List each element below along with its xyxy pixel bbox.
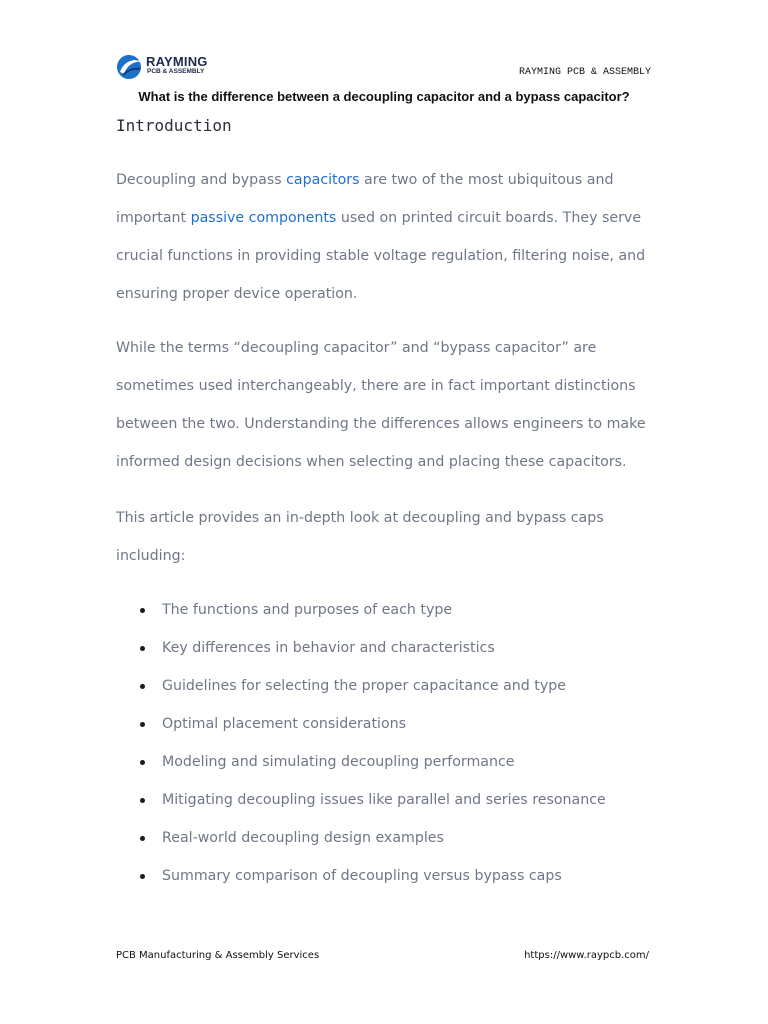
link-passive-components[interactable]: passive components xyxy=(190,210,337,226)
paragraph-intro xyxy=(116,161,661,313)
list-item-text: Real-world decoupling design examples xyxy=(162,830,444,846)
footer-url[interactable]: https://www.raypcb.com/ xyxy=(524,950,649,961)
paragraph-text: used on printed circuit boards. They serve crucial functions in providing stable voltage regulation, filtering noise, and ensuring proper device operation. xyxy=(116,210,646,302)
list-item xyxy=(116,629,661,667)
list-item xyxy=(116,705,661,743)
paragraph-text: are two of the most ubiquitous and important xyxy=(116,172,614,226)
bullet-icon xyxy=(140,836,145,841)
paragraph-distinctions: While the terms “decoupling capacitor” and “bypass capacitor” are sometimes used interchangeably, there are in fact important distinctions between the two. Understanding the differences allows engineers to make informed design decisions when selecting and placing these capacitors. xyxy=(116,340,646,470)
bullet-icon xyxy=(140,722,145,727)
logo-swirl-icon xyxy=(114,52,144,82)
paragraph-text: Decoupling and bypass xyxy=(116,172,287,188)
header-company: RAYMING PCB & ASSEMBLY xyxy=(518,67,651,78)
company-logo xyxy=(114,52,224,82)
bullet-icon xyxy=(140,760,145,765)
list-item xyxy=(116,667,661,705)
bullet-icon xyxy=(140,874,145,879)
section-heading-introduction: Introduction xyxy=(116,116,232,135)
link-capacitors[interactable]: capacitors xyxy=(286,172,360,188)
bullet-icon xyxy=(140,798,145,803)
list-item xyxy=(116,591,661,629)
logo-tagline: PCB & ASSEMBLY xyxy=(147,68,205,75)
list-item-text: The functions and purposes of each type xyxy=(162,602,453,618)
bullet-icon xyxy=(140,608,145,613)
topics-list xyxy=(116,591,661,895)
document-title: What is the difference between a decoupling capacitor and a bypass capacitor? xyxy=(138,89,630,104)
bullet-icon xyxy=(140,684,145,689)
list-item-text: Optimal placement considerations xyxy=(162,716,407,732)
list-item-text: Guidelines for selecting the proper capacitance and type xyxy=(162,678,566,694)
list-item-text: Modeling and simulating decoupling performance xyxy=(162,754,515,770)
list-item-text: Summary comparison of decoupling versus bypass caps xyxy=(162,868,562,884)
bullet-icon xyxy=(140,646,145,651)
list-item xyxy=(116,857,661,895)
list-item xyxy=(116,781,661,819)
logo-name: RAYMING xyxy=(146,54,208,69)
list-item-text: Mitigating decoupling issues like parallel and series resonance xyxy=(162,792,606,808)
list-item-text: Key differences in behavior and characteristics xyxy=(162,640,495,656)
list-item xyxy=(116,819,661,857)
footer-services: PCB Manufacturing & Assembly Services xyxy=(116,950,320,961)
list-item xyxy=(116,743,661,781)
paragraph-overview: This article provides an in-depth look at decoupling and bypass caps including: xyxy=(116,510,604,564)
